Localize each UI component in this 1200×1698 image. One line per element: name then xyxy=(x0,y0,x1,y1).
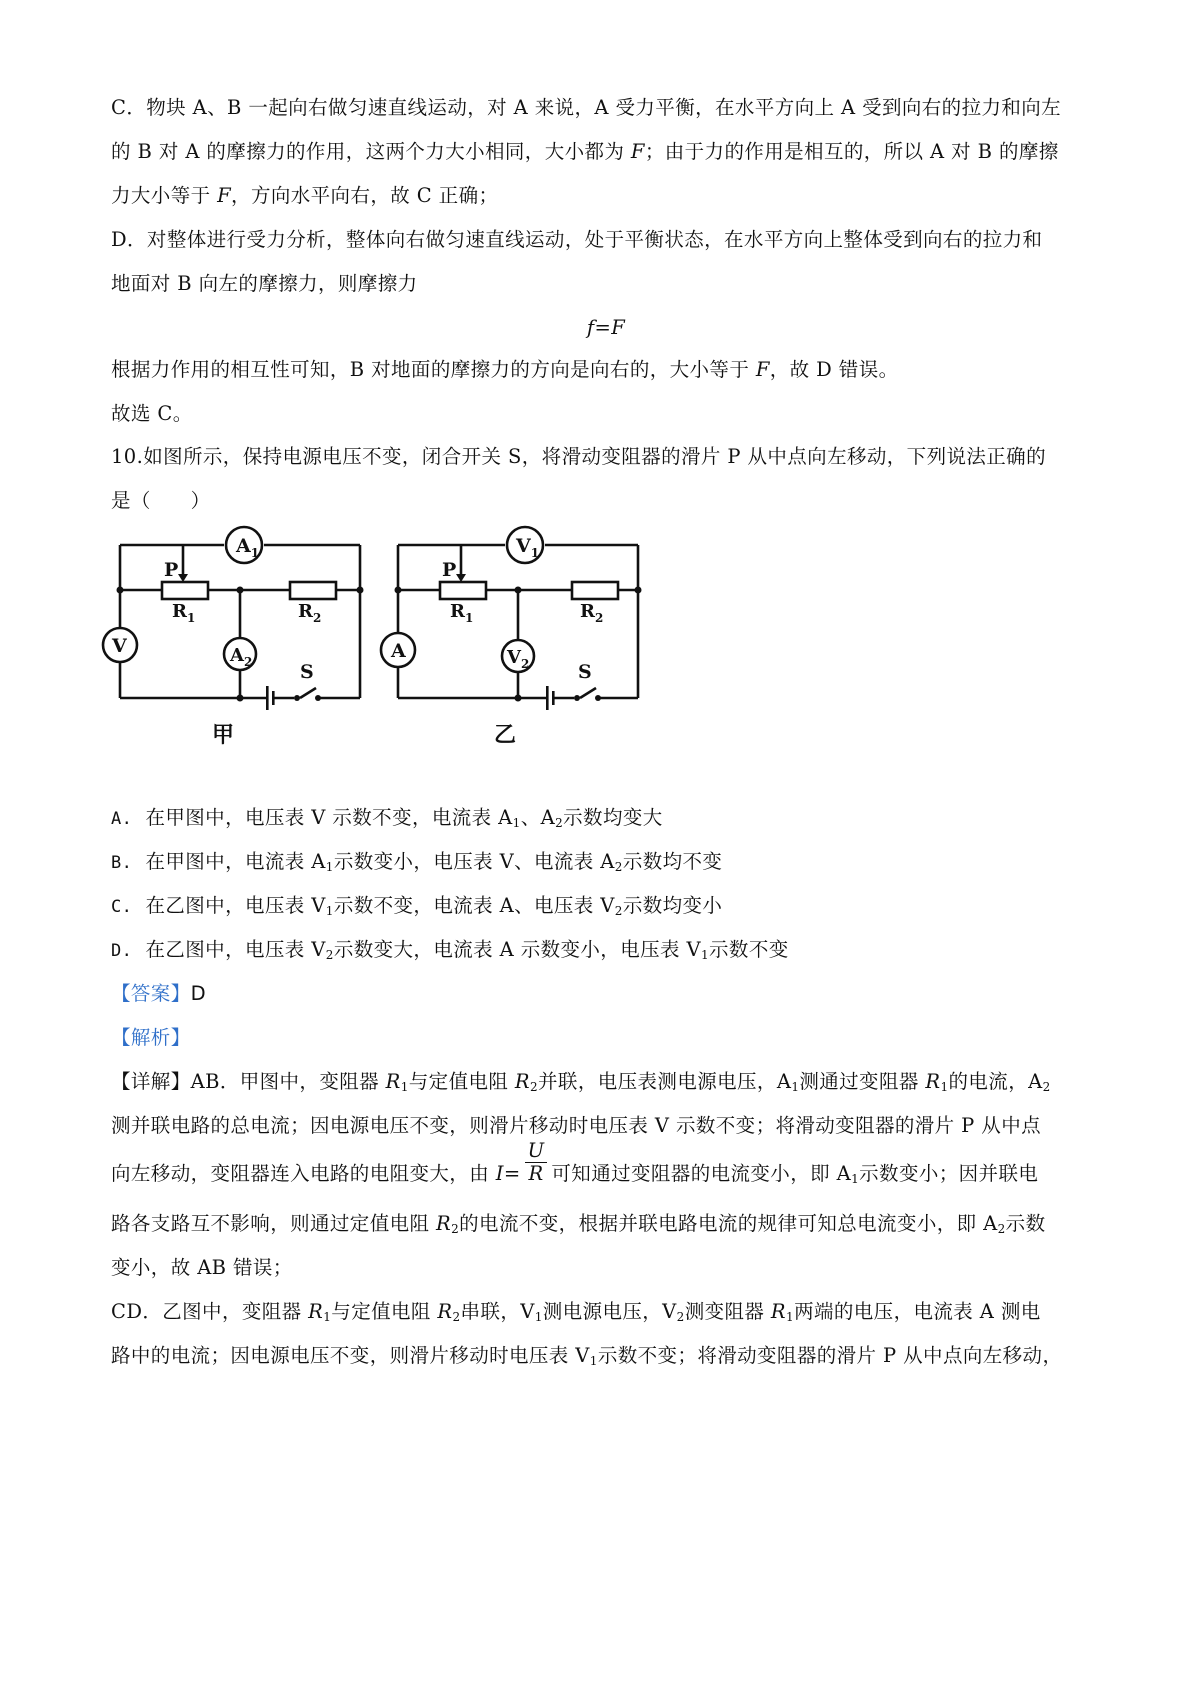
voltmeter-v-label: V xyxy=(112,635,127,657)
answer-label: 【答案】 xyxy=(111,982,191,1005)
para-d-line2: 地面对 B 向左的摩擦力，则摩擦力 xyxy=(111,272,418,295)
equation-f-eq-F: f=F xyxy=(586,316,626,339)
voltmeter-v2-label: $V_2$ xyxy=(507,647,530,671)
answer-line xyxy=(111,980,1101,1008)
question-line2: 是（ ） xyxy=(111,489,211,512)
detail-line1: 【详解】AB．甲图中，变阻器 $R_1$与定值电阻 $R_2$并联，电压表测电源电压，$A_1$测通过变阻器 $R_1$的电流，$A_2$ xyxy=(111,1070,1051,1094)
circuit-left xyxy=(103,527,360,698)
analysis-label: 【解析】 xyxy=(111,1026,191,1049)
voltmeter-v1-label: $V_1$ xyxy=(516,535,540,560)
para-d-line1: D．对整体进行受力分析，整体向右做匀速直线运动，处于平衡状态，在水平方向上整体受到向右的拉力和 xyxy=(111,228,1043,251)
detail-line3: 向左移动，变阻器连入电路的电阻变大，由 I= $\frac{U}{R}$ 可知通过变阻器的电流变小，即 $A_1$示数变小；因并联电 xyxy=(111,1139,1039,1186)
r2-label-right: $R_2$ xyxy=(580,601,604,625)
circuit-figure xyxy=(100,520,720,760)
ohm-law-fraction: $\frac{U}{R}$ xyxy=(525,1140,548,1185)
question-line1: 10.如图所示，保持电源电压不变，闭合开关 S，将滑动变阻器的滑片 P 从中点向左移动，下列说法正确的 xyxy=(111,445,1046,468)
option-a: A. 在甲图中，电压表 V 示数不变，电流表 $A_1$、$A_2$示数均变大 xyxy=(111,806,663,830)
detail-line4: 路各支路互不影响，则通过定值电阻 $R_2$的电流不变，根据并联电路电流的规律可知总电流变小，即 $A_2$示数 xyxy=(111,1212,1046,1236)
analysis-line xyxy=(111,1024,1101,1052)
para-c-line1: C．物块 A、B 一起向右做匀速直线运动，对 A 来说，A 受力平衡，在水平方向上 A 受到向右的拉力和向左 xyxy=(111,96,1062,119)
detail-line6: CD．乙图中，变阻器 $R_1$与定值电阻 $R_2$串联，$V_1$测电源电压，$V_2$测变阻器 $R_1$两端的电压，电流表 A 测电 xyxy=(111,1300,1041,1324)
slider-p-label-right: P xyxy=(442,559,457,581)
caption-yi: 乙 xyxy=(494,722,517,748)
answer-value: D xyxy=(190,982,207,1005)
slider-p-label-left: P xyxy=(164,559,179,581)
detail-line2: 测并联电路的总电流；因电源电压不变，则滑片移动时电压表 V 示数不变；将滑动变阻器的滑片 P 从中点 xyxy=(111,1114,1041,1137)
detail-label: 【详解】 xyxy=(111,1070,191,1093)
para-after-line1: 根据力作用的相互性可知，B 对地面的摩擦力的方向是向右的，大小等于 F，故 D 错误。 xyxy=(111,358,899,381)
battery-right xyxy=(546,686,549,710)
option-b: B. 在甲图中，电流表 $A_1$示数变小，电压表 V、电流表 $A_2$示数均不变 xyxy=(111,850,723,874)
r1-label-right: $R_1$ xyxy=(450,601,474,625)
battery-left xyxy=(266,686,269,710)
switch-s-label-left: S xyxy=(300,661,314,683)
ammeter-a1-label: $A_1$ xyxy=(236,535,260,560)
detail-line5: 变小，故 AB 错误； xyxy=(111,1256,293,1279)
para-choose: 故选 C。 xyxy=(111,402,193,425)
ammeter-a2-label: $A_2$ xyxy=(230,645,253,669)
option-c: C. 在乙图中，电压表 $V_1$示数不变，电流表 A、电压表 $V_2$示数均变小 xyxy=(111,894,723,918)
para-c-line3: 力大小等于 F，方向水平向右，故 C 正确； xyxy=(111,184,499,207)
ammeter-a-label: A xyxy=(391,640,406,662)
r2-label-left: $R_2$ xyxy=(298,601,322,625)
para-c-line2: 的 B 对 A 的摩擦力的作用，这两个力大小相同，大小都为 F；由于力的作用是相互的，所以 A 对 B 的摩擦 xyxy=(111,140,1059,163)
option-d: D. 在乙图中，电压表 $V_2$示数变大，电流表 A 示数变小，电压表 $V_1$示数不变 xyxy=(111,938,789,962)
r1-label-left: $R_1$ xyxy=(172,601,196,625)
detail-line7: 路中的电流；因电源电压不变，则滑片移动时电压表 $V_1$示数不变；将滑动变阻器的滑片 P 从中点向左移动， xyxy=(111,1344,1063,1368)
caption-jia: 甲 xyxy=(212,722,235,748)
switch-s-label-right: S xyxy=(578,661,592,683)
